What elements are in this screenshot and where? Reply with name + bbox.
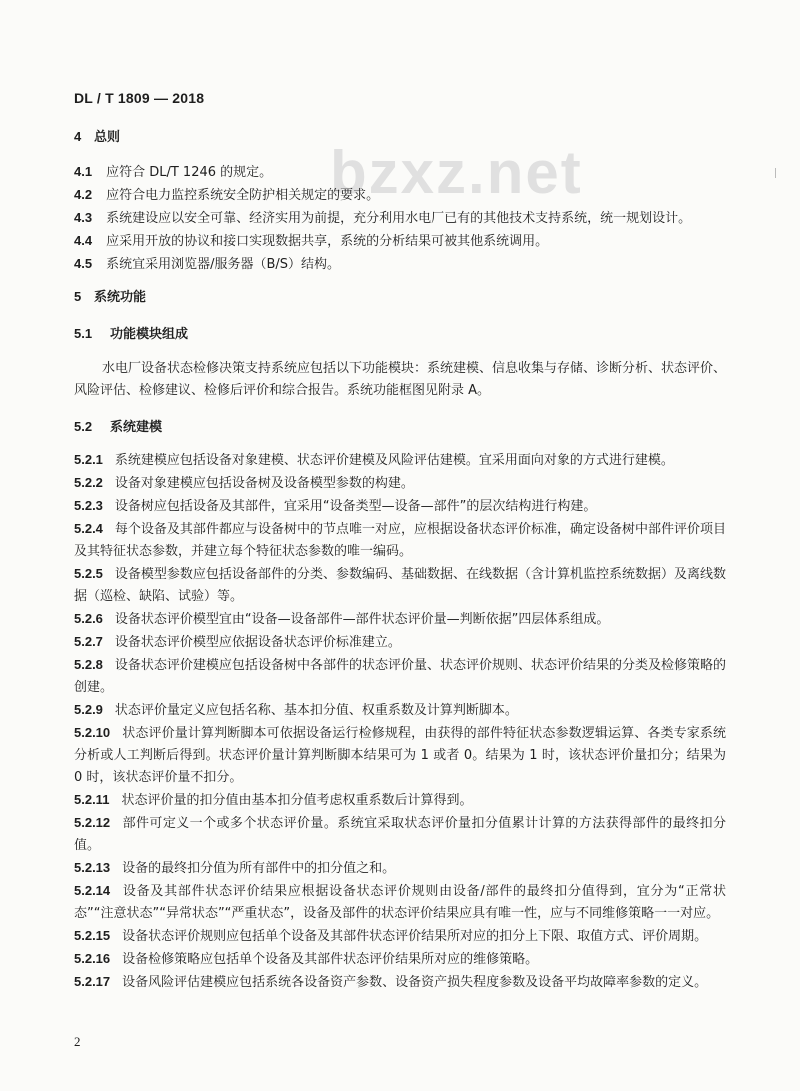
clause-text: 设备检修策略应包括单个设备及其部件状态评价结果所对应的维修策略。 — [122, 952, 539, 967]
section-4-heading — [74, 126, 726, 149]
section-title: 系统建模 — [110, 420, 163, 435]
clause-5-2-2 — [74, 472, 726, 495]
clause-number: 5.2.6 — [74, 611, 103, 626]
clause-number: 5.2.7 — [74, 634, 103, 649]
section-5-heading — [74, 286, 726, 309]
clause-number: 5.2.13 — [74, 860, 111, 875]
clause-text: 设备及其部件状态评价结果应根据设备状态评价规则由设备/部件的最终扣分值得到，宜分为“正常状态”“注意状态”“异常状态”“严重状态”，设备及部件的状态评价结果应具有唯一性，应与不同维修策略一一对应。 — [74, 884, 726, 921]
clause-text: 状态评价量计算判断脚本可依据设备运行检修规程，由获得的部件特征状态参数逻辑运算、各类专家系统分析或人工判断后得到。状态评价量计算判断脚本结果可为 1 或者 0。结果为 1 时，该状态评价量扣分；结果为 0 时，该状态评价量不扣分。 — [74, 726, 726, 785]
clause-number: 5.2.17 — [74, 974, 111, 989]
clause-4-4 — [74, 230, 726, 253]
clause-5-2-6 — [74, 608, 726, 631]
clause-text: 状态评价量的扣分值由基本扣分值考虑权重系数后计算得到。 — [121, 793, 473, 808]
clause-text: 部件可定义一个或多个状态评价量。系统宜采取状态评价量扣分值累计计算的方法获得部件的最终扣分值。 — [74, 816, 726, 853]
clause-4-5 — [74, 253, 726, 276]
clause-text: 设备对象建模应包括设备树及设备模型参数的构建。 — [114, 476, 414, 491]
clause-text: 设备状态评价建模应包括设备树中各部件的状态评价量、状态评价规则、状态评价结果的分类及检修策略的创建。 — [74, 658, 726, 695]
clause-text: 设备状态评价规则应包括单个设备及其部件状态评价结果所对应的扣分上下限、取值方式、评价周期。 — [122, 929, 708, 944]
clause-text: 系统宜采用浏览器/服务器（B/S）结构。 — [106, 257, 341, 272]
clause-4-1 — [74, 161, 726, 184]
clause-text: 设备风险评估建模应包括系统各设备资产参数、设备资产损失程度参数及设备平均故障率参数的定义。 — [122, 975, 708, 990]
clause-number: 4.3 — [74, 210, 93, 225]
clause-5-2-4 — [74, 518, 726, 563]
clause-number: 5.2.14 — [74, 883, 111, 898]
clause-text: 设备状态评价模型应依据设备状态评价标准建立。 — [114, 635, 401, 650]
clause-number: 5.2.15 — [74, 928, 111, 943]
clause-text: 应采用开放的协议和接口实现数据共享，系统的分析结果可被其他系统调用。 — [106, 234, 549, 249]
clause-number: 4.4 — [74, 233, 93, 248]
clause-number: 5.2.11 — [74, 792, 110, 807]
clause-5-2-1 — [74, 449, 726, 472]
clause-5-2-17 — [74, 971, 726, 994]
clause-text: 设备状态评价模型宜由“设备—设备部件—部件状态评价量—判断依据”四层体系组成。 — [114, 612, 610, 627]
clause-5-2-13 — [74, 857, 726, 880]
clause-text: 设备模型参数应包括设备部件的分类、参数编码、基础数据、在线数据（含计算机监控系统数据）及离线数据（巡检、缺陷、试验）等。 — [74, 567, 726, 604]
clause-number: 5.2.10 — [74, 725, 111, 740]
clause-number: 5.2.16 — [74, 951, 111, 966]
clause-number: 5.2.8 — [74, 657, 103, 672]
scan-mark — [775, 168, 776, 178]
clause-number: 5.2.12 — [74, 815, 111, 830]
clause-5-2-9 — [74, 699, 726, 722]
section-number: 5 — [74, 289, 82, 304]
clause-5-2-3 — [74, 495, 726, 518]
clause-number: 5.2.9 — [74, 702, 103, 717]
clause-text: 应符合电力监控系统安全防护相关规定的要求。 — [106, 188, 380, 203]
section-5-1-paragraph: 水电厂设备状态检修决策支持系统应包括以下功能模块：系统建模、信息收集与存储、诊断分析、状态评价、风险评估、检修建议、检修后评价和综合报告。系统功能框图见附录 A。 — [74, 361, 727, 398]
clause-text: 设备的最终扣分值为所有部件中的扣分值之和。 — [122, 861, 396, 876]
clause-number: 5.2.2 — [74, 475, 103, 490]
clause-4-3 — [74, 207, 726, 230]
clause-5-2-12 — [74, 812, 726, 857]
document-header: DL / T 1809 — 2018 — [74, 90, 205, 106]
clause-number: 5.2.4 — [74, 521, 103, 536]
document-body — [74, 126, 726, 994]
section-number: 4 — [74, 129, 82, 144]
clause-4-2 — [74, 184, 726, 207]
section-5-1-heading — [74, 323, 726, 346]
section-title: 系统功能 — [94, 290, 147, 305]
clause-5-2-8 — [74, 654, 726, 699]
section-title: 总则 — [94, 130, 121, 145]
clause-5-2-16 — [74, 948, 726, 971]
section-number: 5.1 — [74, 326, 93, 341]
section-number: 5.2 — [74, 419, 93, 434]
clause-number: 5.2.5 — [74, 566, 103, 581]
clause-5-2-14 — [74, 880, 726, 925]
clause-text: 系统建模应包括设备对象建模、状态评价建模及风险评估建模。宜采用面向对象的方式进行建模。 — [114, 453, 674, 468]
section-title: 功能模块组成 — [110, 327, 189, 342]
clause-5-2-5 — [74, 563, 726, 608]
clause-number: 5.2.1 — [74, 452, 103, 467]
clause-text: 状态评价量定义应包括名称、基本扣分值、权重系数及计算判断脚本。 — [114, 703, 518, 718]
clause-5-2-15 — [74, 925, 726, 948]
clause-number: 4.5 — [74, 256, 93, 271]
clause-text: 应符合 DL/T 1246 的规定。 — [106, 165, 273, 180]
clause-text: 设备树应包括设备及其部件，宜采用“设备类型—设备—部件”的层次结构进行构建。 — [114, 499, 597, 514]
clause-5-2-11 — [74, 789, 726, 812]
clause-text: 每个设备及其部件都应与设备树中的节点唯一对应，应根据设备状态评价标准，确定设备树中部件评价项目及其特征状态参数，并建立每个特征状态参数的唯一编码。 — [74, 522, 726, 559]
clause-5-2-10 — [74, 722, 726, 789]
clause-text: 系统建设应以安全可靠、经济实用为前提，充分利用水电厂已有的其他技术支持系统，统一规划设计。 — [106, 211, 692, 226]
clause-number: 4.2 — [74, 187, 93, 202]
clause-number: 5.2.3 — [74, 498, 103, 513]
section-5-2-heading — [74, 416, 726, 439]
watermark: bzxz.net — [330, 139, 583, 206]
clause-5-2-7 — [74, 631, 726, 654]
clause-number: 4.1 — [74, 164, 93, 179]
page-number: 2 — [74, 1034, 81, 1049]
